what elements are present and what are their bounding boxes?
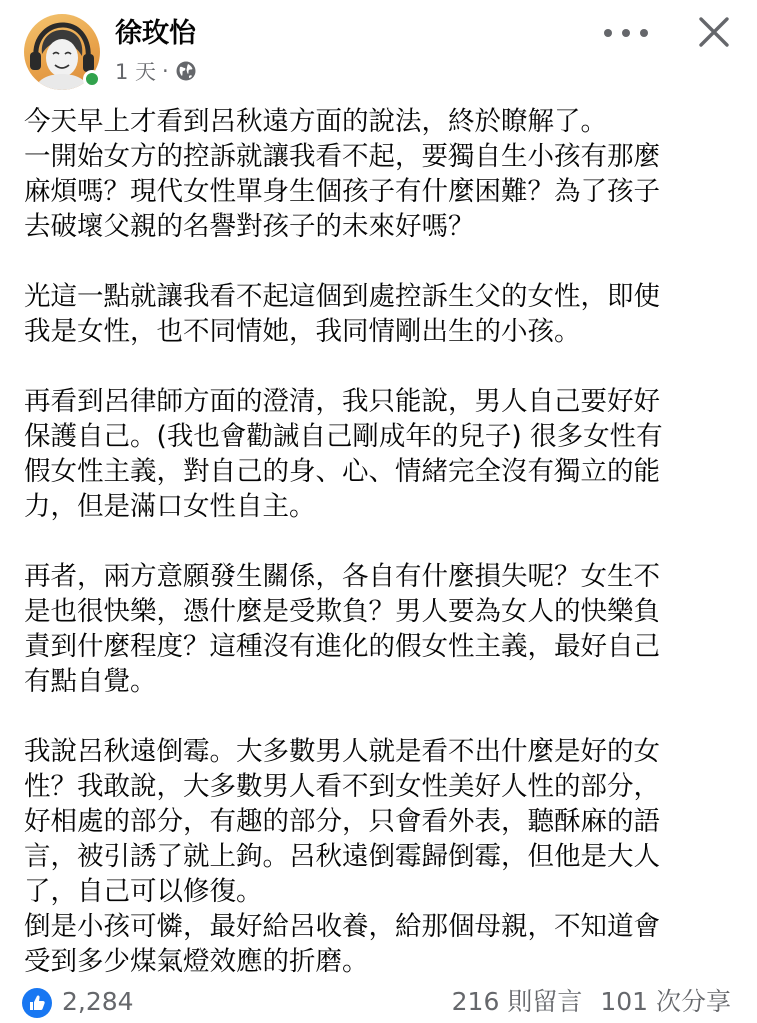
more-dot bbox=[640, 29, 648, 37]
text-line: 今天早上才看到呂秋遠方面的說法，終於瞭解了。 bbox=[24, 106, 607, 137]
meta-separator: · bbox=[162, 59, 169, 83]
text-line: 我說呂秋遠倒霉。大多數男人就是看不出什麼是好的女 bbox=[24, 736, 660, 767]
shares-count[interactable]: 101 次分享 bbox=[600, 987, 731, 1016]
text-line: 了，自己可以修復。 bbox=[24, 876, 263, 907]
text-line: 假女性主義，對自己的身、心、情緒完全沒有獨立的能 bbox=[24, 456, 660, 487]
post-time[interactable]: 1 天 bbox=[115, 60, 157, 84]
more-dot bbox=[604, 29, 612, 37]
author-name[interactable]: 徐玫怡 bbox=[115, 18, 196, 49]
more-dot bbox=[622, 29, 630, 37]
text-line: 受到多少煤氣燈效應的折磨。 bbox=[24, 946, 369, 977]
reaction-count[interactable]: 2,284 bbox=[62, 987, 134, 1016]
text-line: 光這一點就讓我看不起這個到處控訴生父的女性，即使 bbox=[24, 281, 660, 312]
text-line: 去破壞父親的名譽對孩子的未來好嗎？ bbox=[24, 211, 475, 242]
avatar[interactable] bbox=[24, 14, 100, 90]
post-paragraph bbox=[24, 279, 736, 349]
more-icon[interactable] bbox=[604, 22, 648, 44]
post-body bbox=[24, 104, 736, 979]
text-line: 倒是小孩可憐，最好給呂收養，給那個母親，不知道會 bbox=[24, 911, 660, 942]
text-line: 有點自覺。 bbox=[24, 666, 157, 697]
post-paragraph bbox=[24, 559, 736, 699]
text-line: 性？我敢說，大多數男人看不到女性美好人性的部分， bbox=[24, 771, 660, 802]
post-paragraph bbox=[24, 384, 736, 524]
text-line: 麻煩嗎？現代女性單身生個孩子有什麼困難？為了孩子 bbox=[24, 176, 660, 207]
text-line: 好相處的部分，有趣的部分，只會看外表，聽酥麻的語 bbox=[24, 806, 660, 837]
comments-count[interactable]: 216 則留言 bbox=[451, 987, 583, 1016]
text-line: 責到什麼程度？這種沒有進化的假女性主義，最好自己 bbox=[24, 631, 660, 662]
post-header bbox=[0, 0, 757, 96]
text-line: 再看到呂律師方面的澄清，我只能說，男人自己要好好 bbox=[24, 386, 660, 417]
text-line: 保護自己。(我也會勸誡自己剛成年的兒子) 很多女性有 bbox=[24, 421, 663, 452]
post-footer bbox=[0, 980, 757, 1023]
close-icon[interactable] bbox=[696, 14, 732, 50]
post-meta bbox=[115, 58, 197, 84]
online-status-badge bbox=[83, 70, 101, 88]
text-line: 力，但是滿口女性自主。 bbox=[24, 491, 316, 522]
engagement-stats bbox=[452, 985, 731, 1019]
text-line: 言，被引誘了就上鉤。呂秋遠倒霉歸倒霉，但他是大人 bbox=[24, 841, 660, 872]
text-line: 我是女性，也不同情她，我同情剛出生的小孩。 bbox=[24, 316, 581, 347]
text-line: 是也很快樂，憑什麼是受欺負？男人要為女人的快樂負 bbox=[24, 596, 660, 627]
text-line: 再者，兩方意願發生關係，各自有什麼損失呢？女生不 bbox=[24, 561, 660, 592]
globe-icon[interactable] bbox=[175, 60, 197, 82]
post-paragraph bbox=[24, 734, 736, 979]
text-line: 一開始女方的控訴就讓我看不起，要獨自生小孩有那麼 bbox=[24, 141, 660, 172]
post-paragraph bbox=[24, 104, 736, 244]
like-icon[interactable] bbox=[22, 988, 52, 1018]
